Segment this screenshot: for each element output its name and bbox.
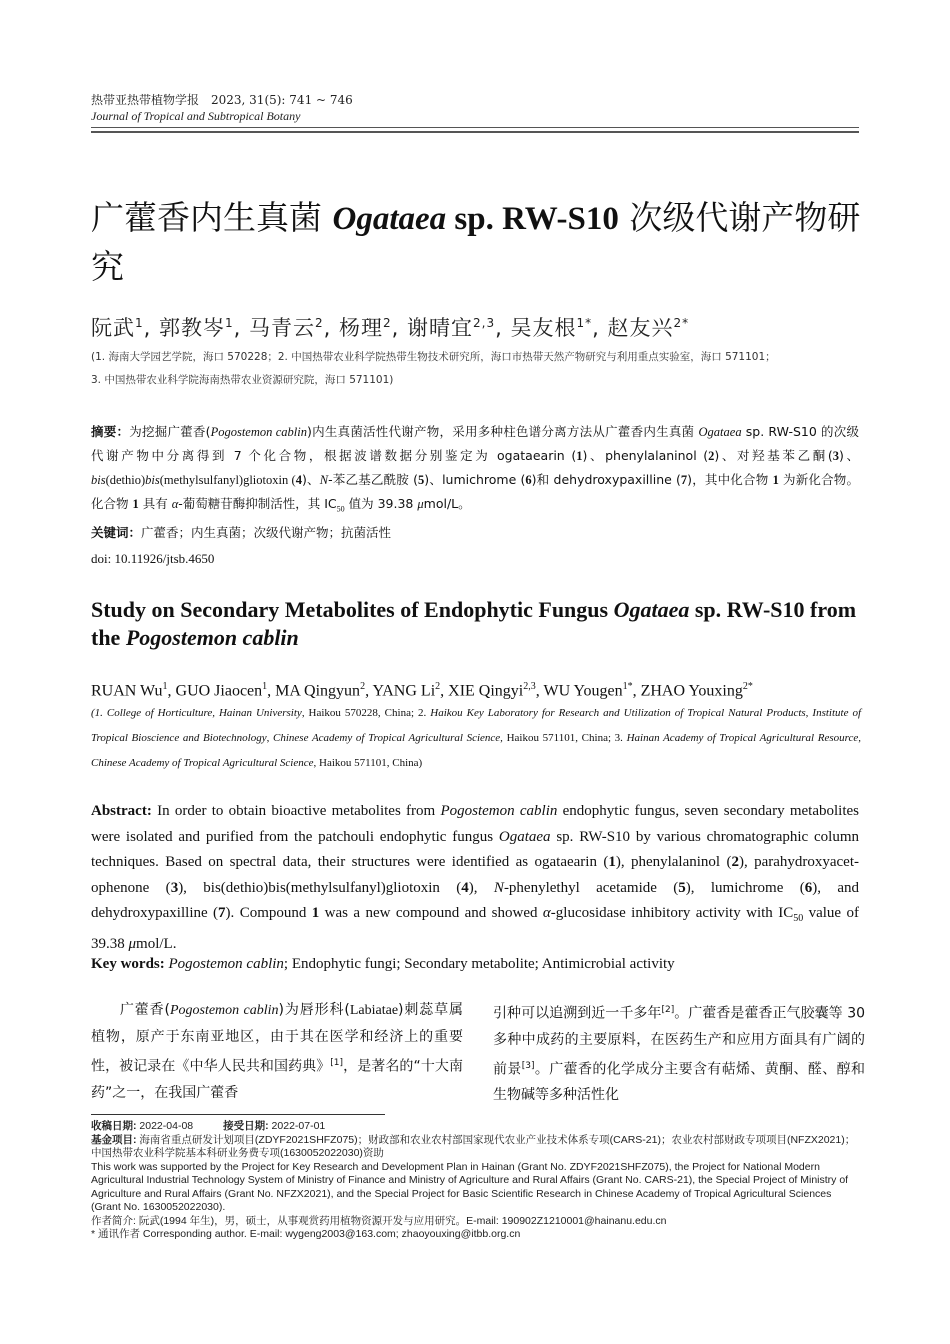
affiliations-en: (1. College of Horticulture, Hainan University, Haikou 570228, China; 2. Haikou Key Laboratory for Research and Utilization of Tropical Natural Products, Institute of Tropical Bioscience and Biotechnology, Chinese Academy of Tropical Agricultural Science, Haikou 571101, China; 3. Hainan Academy of Tropical Agricultural Resource, Chinese Academy of Tropical Agricultural Science, Haikou 571101, China) xyxy=(91,707,862,769)
author-en: GUO Jiaocen xyxy=(175,682,263,700)
journal-cn: 热带亚热带植物学报 2023, 31(5): 741 ~ 746 xyxy=(91,93,353,107)
dates-line: 收稿日期: 2022-04-08 接受日期: 2022-07-01 xyxy=(91,1120,326,1132)
header-rule-thin xyxy=(91,127,859,128)
author-cn: 马青云 xyxy=(249,316,315,340)
citation-ref[interactable]: [3] xyxy=(521,1060,535,1071)
author-en: RUAN Wu xyxy=(91,682,163,700)
title-en: Study on Secondary Metabolites of Endophytic Fungus Ogataea sp. RW-S10 from the Pogostemon cablin xyxy=(91,597,857,650)
abstract-en-label: Abstract: xyxy=(91,803,152,819)
journal-en: Journal of Tropical and Subtropical Botany xyxy=(91,109,301,123)
footnote-rule xyxy=(91,1114,385,1115)
doi: doi: 10.11926/jtsb.4650 xyxy=(91,551,215,566)
title-genus: Ogataea xyxy=(332,201,447,237)
citation-ref[interactable]: [1] xyxy=(330,1058,344,1068)
author-cn: 赵友兴 xyxy=(607,316,674,340)
author-cn: 杨理 xyxy=(339,316,383,340)
author-en: YANG Li xyxy=(372,682,436,700)
footnotes xyxy=(91,1120,859,1242)
journal-header xyxy=(91,92,353,124)
keywords-cn: 关键词：广藿香；内生真菌；次级代谢产物；抗菌活性 xyxy=(91,525,392,540)
header-rule-thick xyxy=(91,131,859,133)
author-intro: 作者简介: 阮武(1994 年生)，男，硕士，从事观赏药用植物资源开发与应用研究。E-mail: 190902Z1210001@hainanu.edu.cn xyxy=(91,1214,667,1227)
authors-en: RUAN Wu$^1$, GUO Jiaocen$^1$, MA Qingyun$^2$, YANG Li$^2$, XIE Qingyi$^{2,3}$, WU Yougen$^{1*}$, ZHAO Youxing$^{2*}$ xyxy=(91,681,753,700)
body-column-left: 广藿香(Pogostemon cablin)为唇形科(Labiatae)刺蕊草属植物，原产于东南亚地区，由于其在医学和经济上的重要性，被记录在《中华人民共和国药典》[1]，是著名的“十大南药”之一，在我国广藿香 xyxy=(91,1002,463,1101)
fund-en: This work was supported by the Project for Key Research and Development Plan in Hainan (Grant No. ZDYF2021SHFZ075), the Project for National Modern Agricultural Industrial Technology System of Ministry of Finance and Ministry of Agriculture and Rural Affairs (Grant No. CARS-21), the Special Project of Ministry of Agriculture and Rural Affairs (Grant No. NFZX2021), and the Special Project for Basic Scientific Research in Chinese Academy of Tropical Agricultural Sciences (Grant No. 1630052022030). xyxy=(91,1160,849,1213)
abstract-cn: 摘要：为挖掘广藿香(Pogostemon cablin)内生真菌活性代谢产物，采用多种柱色谱分离方法从广藿香内生真菌 Ogataea sp. RW-S10 的次级代谢产物中分离得到 7 个化合物，根据波谱数据分别鉴定为 ogataearin (1)、phenylalaninol (2)、对羟基苯乙酮(3)、bis(dethio)bis(methylsulfanyl)gliotoxin (4)、N-苯乙基乙酰胺 (5)、lumichrome (6)和 dehydroxypaxilline (7)，其中化合物 1 为新化合物。化合物 1 具有 α-葡萄糖苷酶抑制活性，其 $IC_{50}$ 值为 39.38 μmol/L。 xyxy=(91,424,860,514)
body-column-right: 引种可以追溯到近一千多年[2]。广藿香是藿香正气胶囊等 30 多种中成药的主要原料，在医药生产和应用方面具有广阔的前景[3]。广藿香的化学成分主要含有萜烯、黄酮、醛、醇和生物碱等多种活性化 xyxy=(493,1005,866,1104)
author-cn: 谢晴宜 xyxy=(407,316,473,340)
affiliations-cn: (1. 海南大学园艺学院，海口 570228；2. 中国热带农业科学院热带生物技术研究所，海口市热带天然产物研究与利用重点实验室，海口 571101； 3. 中国热带农业科学院海南热带农业资源研究院，海口 571101) xyxy=(91,351,776,386)
corresponding-author: * 通讯作者 Corresponding author. E-mail: wygeng2003@163.com; zhaoyouxing@itbb.org.cn xyxy=(91,1228,521,1240)
author-cn: 郭教岑 xyxy=(159,316,225,340)
fund-cn: 基金项目: 海南省重点研发计划项目(ZDYF2021SHFZ075)；财政部和农业农村部国家现代农业产业技术体系专项(CARS-21)；农业农村部财政专项项目(NFZX2021)；中国热带农业科学院基本科研业务费专项(1630052022030)资助 xyxy=(91,1133,856,1159)
author-en: ZHAO Youxing xyxy=(640,682,743,700)
citation-ref[interactable]: [2] xyxy=(661,1005,675,1015)
abstract-cn-label: 摘要： xyxy=(91,424,130,439)
author-en: WU Yougen xyxy=(543,682,623,700)
author-cn: 吴友根 xyxy=(510,316,577,340)
author-cn: 阮武 xyxy=(91,316,135,340)
keywords-en: Key words: Pogostemon cablin; Endophytic fungi; Secondary metabolite; Antimicrobial activity xyxy=(91,956,675,972)
author-en: XIE Qingyi xyxy=(448,682,524,700)
title-cn: 广藿香内生真菌 Ogataea sp. RW-S10 次级代谢产物研究 xyxy=(91,198,861,286)
abstract-en: Abstract: In order to obtain bioactive metabolites from Pogostemon cablin endophytic fungus, seven secondary metabolites were isolated and purified from the patchouli endophytic fungus Ogataea sp. RW-S10 by various chromatographic column techniques. Based on spectral data, their structures were identified as ogataearin (1), phenylalaninol (2), parahydroxyacet-ophenone (3), bis(dethio)bis(methylsulfanyl)gliotoxin (4), N-phenylethyl acetamide (5), lumichrome (6), and dehydroxypaxilline (7). Compound 1 was a new compound and showed α-glucosidase inhibitory activity with $IC_{50}$ value of 39.38 μmol/L. xyxy=(91,803,860,952)
authors-cn: 阮武$^1$, 郭教岑$^1$, 马青云$^2$, 杨理$^2$, 谢晴宜$^{2,3}$, 吴友根$^{1*}$, 赵友兴$^{2*}$ xyxy=(91,316,690,340)
author-en: MA Qingyun xyxy=(275,682,361,700)
